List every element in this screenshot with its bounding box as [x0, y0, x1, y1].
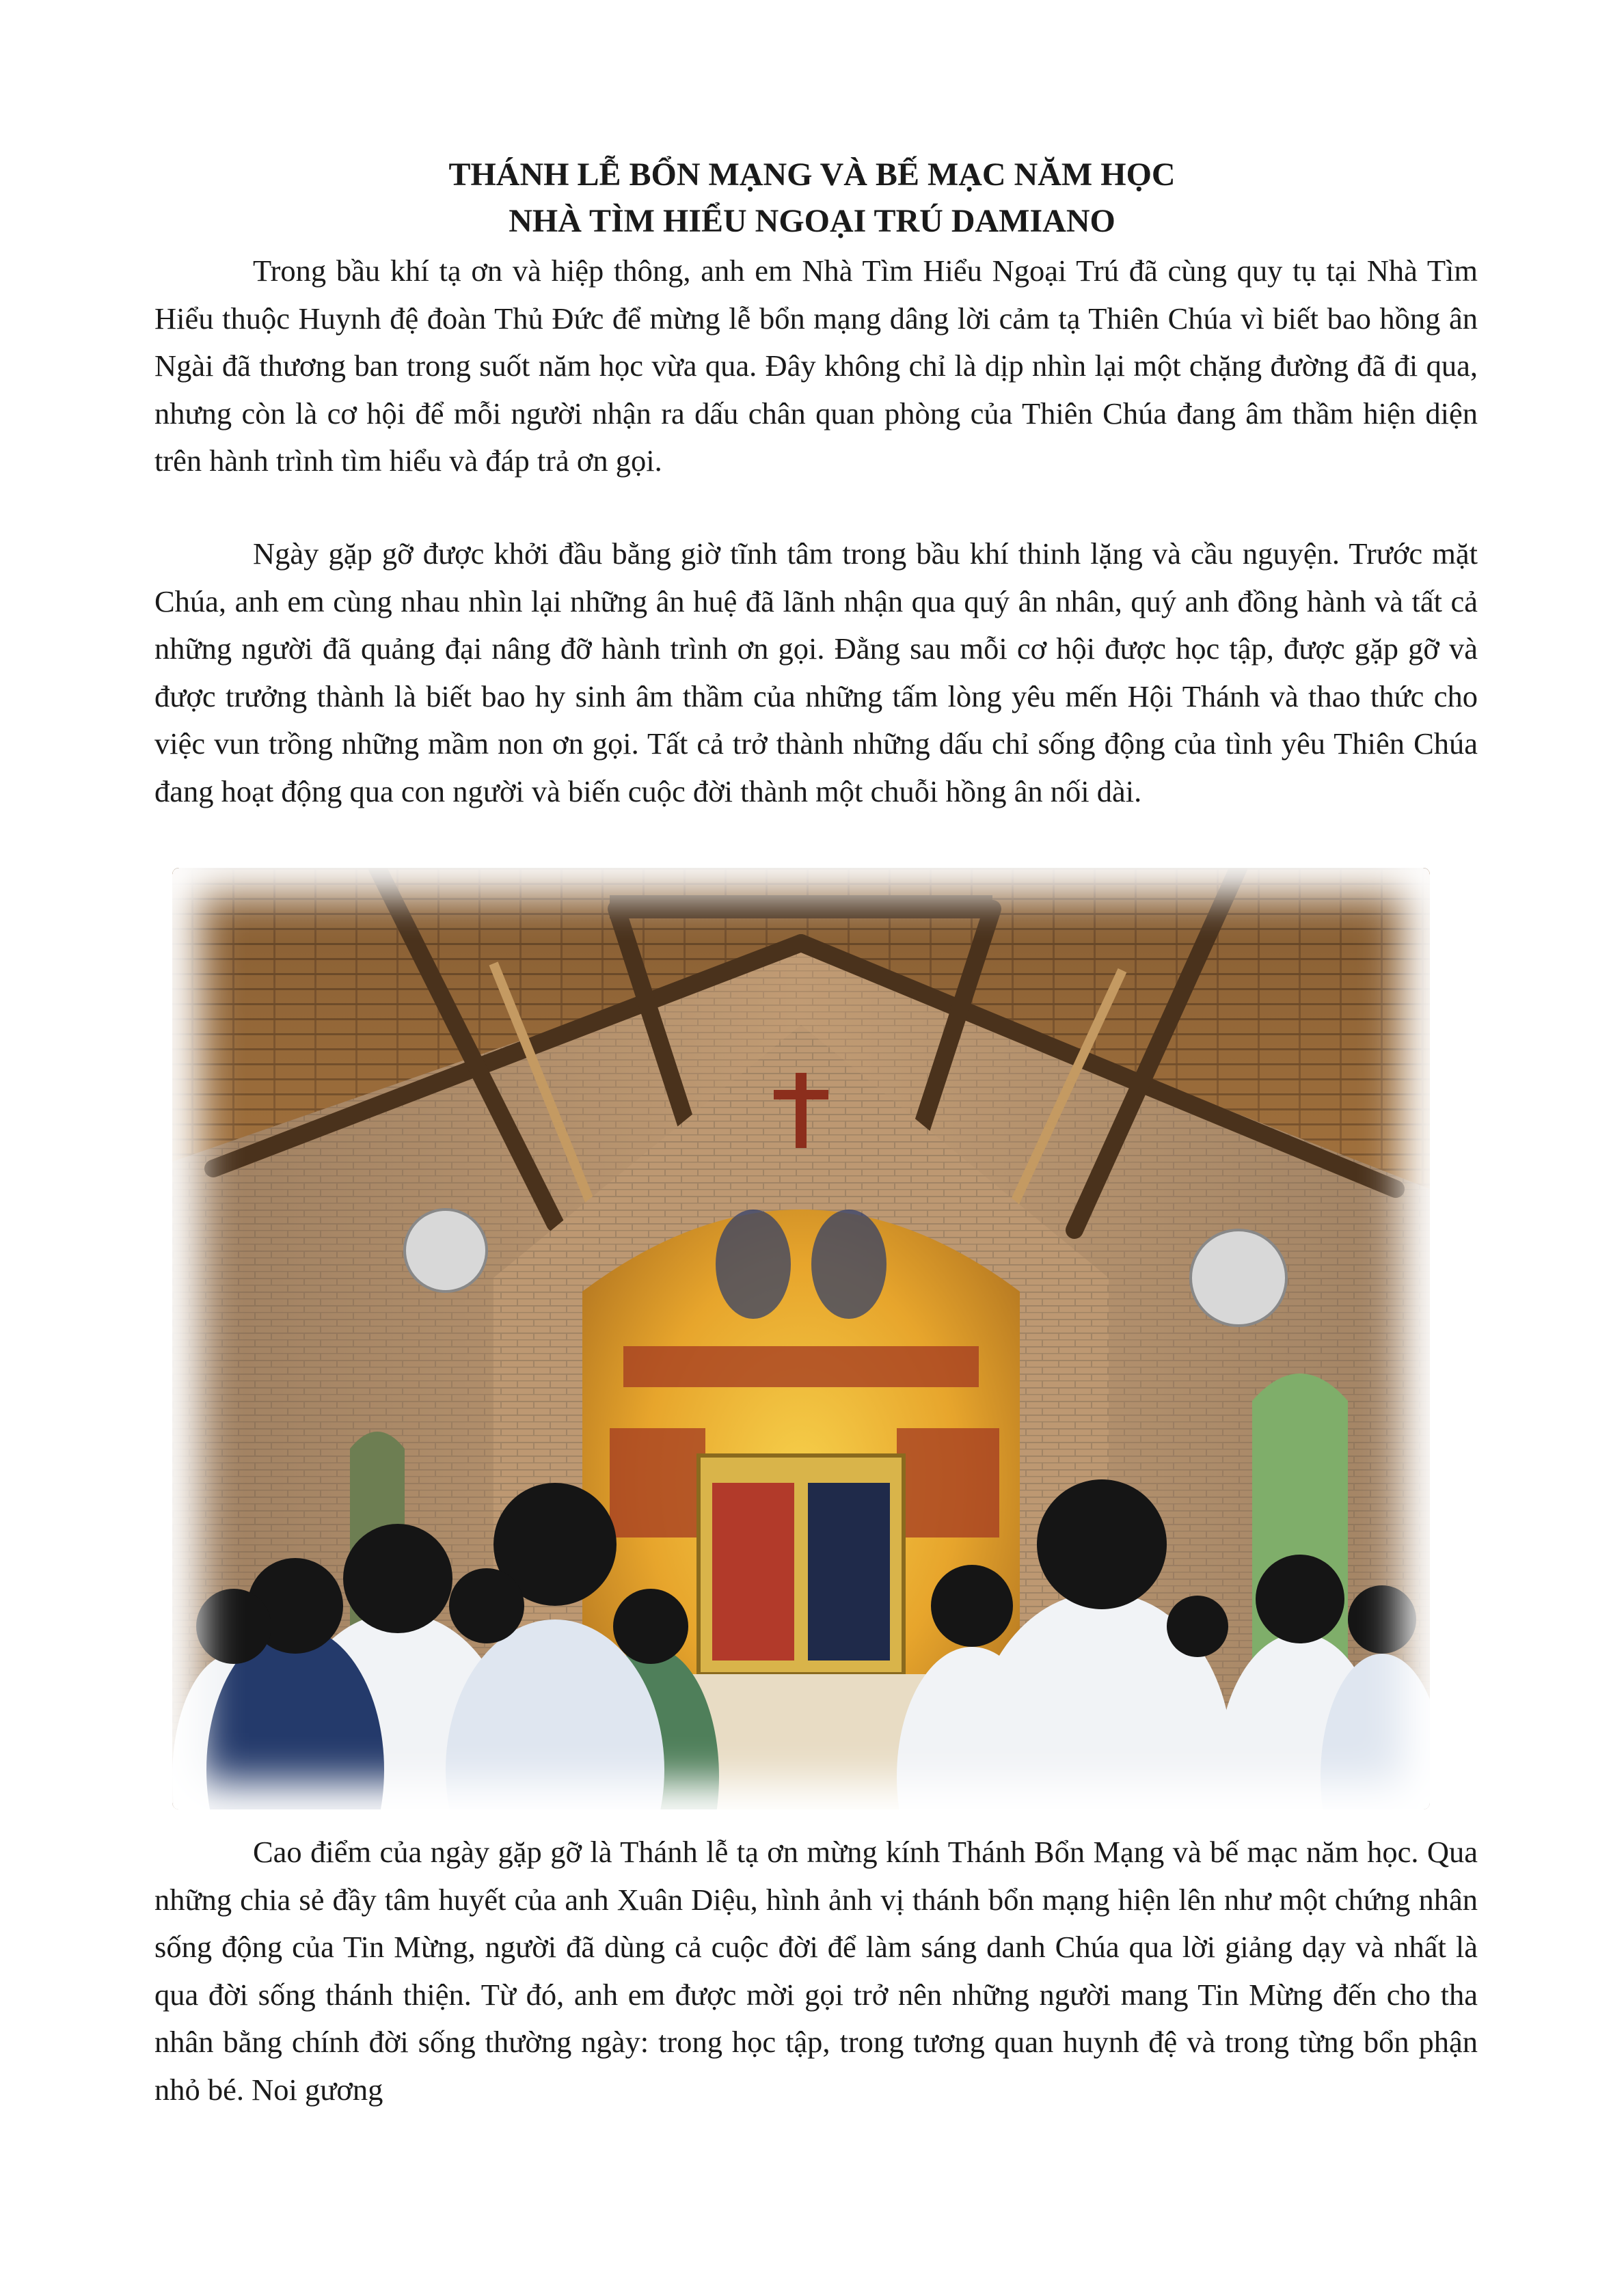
document-title-line-2: NHÀ TÌM HIỂU NGOẠI TRÚ DAMIANO [509, 203, 1115, 239]
chapel-photo [172, 868, 1430, 1809]
paragraph-3: Cao điểm của ngày gặp gỡ là Thánh lễ tạ ơn mừng kính Thánh Bổn Mạng và bế mạc năm học. Qua những chia sẻ đầy tâm huyết của anh Xuân Diệu, hình ảnh vị thánh bổn mạng hiện lên như một chứng nhân sống động của Tin Mừng, người đã dùng cả cuộc đời để làm sáng danh Chúa qua lời giảng dạy và nhất là qua đời sống thánh thiện. Từ đó, anh em được mời gọi trở nên những người mang Tin Mừng đến cho tha nhân bằng chính đời sống thường ngày: trong học tập, trong tương quan huynh đệ và trong từng bổn phận nhỏ bé. Noi gương [154, 1835, 1478, 2107]
document-title-line-1: THÁNH LỄ BỔN MẠNG VÀ BẾ MẠC NĂM HỌC [448, 156, 1176, 193]
paragraph-1: Trong bầu khí tạ ơn và hiệp thông, anh em Nhà Tìm Hiểu Ngoại Trú đã cùng quy tụ tại Nhà Tìm Hiểu thuộc Huynh đệ đoàn Thủ Đức để mừng lễ bổn mạng dâng lời cảm tạ Thiên Chúa vì biết bao hồng ân Ngài đã thương ban trong suốt năm học vừa qua. Đây không chỉ là dịp nhìn lại một chặng đường đã đi qua, nhưng còn là cơ hội để mỗi người nhận ra dấu chân quan phòng của Thiên Chúa đang âm thầm hiện diện trên hành trình tìm hiểu và đáp trả ơn gọi. [154, 254, 1478, 478]
paragraph-2: Ngày gặp gỡ được khởi đầu bằng giờ tĩnh tâm trong bầu khí thinh lặng và cầu nguyện. Trước mặt Chúa, anh em cùng nhau nhìn lại những ân huệ đã lãnh nhận qua quý ân nhân, quý anh đồng hành và tất cả những người đã quảng đại nâng đỡ hành trình ơn gọi. Đằng sau mỗi cơ hội được học tập, được gặp gỡ và được trưởng thành là biết bao hy sinh âm thầm của những tấm lòng yêu mến Hội Thánh và thao thức cho việc vun trồng những mầm non ơn gọi. Tất cả trở thành những dấu chỉ sống động của tình yêu Thiên Chúa đang hoạt động qua con người và biến cuộc đời thành một chuỗi hồng ân nối dài. [154, 536, 1478, 808]
